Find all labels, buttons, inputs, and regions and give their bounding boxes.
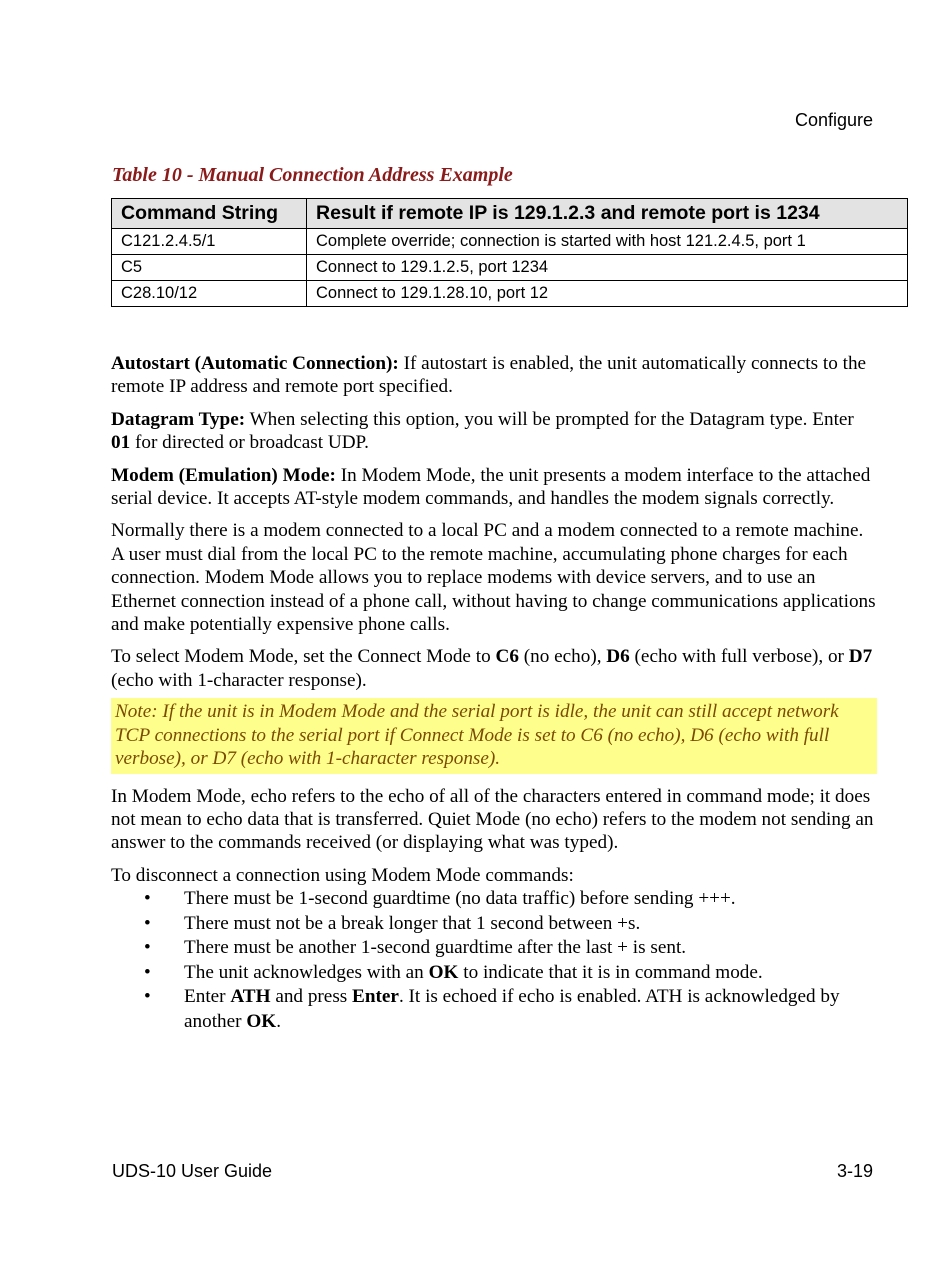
paragraph-text: To select Modem Mode, set the Connect Mode to: [111, 646, 496, 668]
table-cell: C5: [112, 255, 307, 281]
list-item-text: There must not be a break longer that 1 second between +s.: [184, 912, 641, 934]
table-caption: Table 10 - Manual Connection Address Example: [112, 164, 513, 186]
running-header: Configure: [794, 110, 873, 130]
table-header-cell: Result if remote IP is 129.1.2.3 and remote port is 1234: [307, 199, 908, 229]
term-autostart: Autostart (Automatic Connection):: [111, 353, 399, 374]
connection-address-table: [111, 198, 908, 307]
paragraph-text: When selecting this option, you will be prompted for the Datagram type. Enter: [245, 408, 854, 430]
table-header-row: [112, 199, 908, 229]
table-header-cell: Command String: [112, 199, 307, 229]
list-item: [111, 887, 877, 912]
code-c6: C6: [495, 646, 519, 668]
bullet-icon: •: [144, 937, 151, 959]
table-cell: Connect to 129.1.2.5, port 1234: [307, 255, 908, 281]
paragraph-select-modem-mode: [111, 645, 877, 692]
code-ok: OK: [246, 1010, 277, 1032]
list-item: [111, 936, 877, 961]
key-enter: Enter: [352, 986, 399, 1008]
paragraph-datagram-type: [111, 408, 877, 455]
paragraph-text: for directed or broadcast UDP.: [130, 432, 369, 454]
disconnect-steps-list: [111, 887, 877, 1034]
datagram-code: 01: [111, 432, 131, 454]
list-item-text: Enter: [184, 986, 231, 1008]
code-d6: D6: [606, 646, 630, 668]
bullet-icon: •: [144, 912, 151, 934]
list-item: [111, 961, 877, 986]
list-item: [111, 912, 877, 937]
body-text: [111, 352, 877, 1034]
footer-guide-title: UDS-10 User Guide: [112, 1161, 273, 1181]
list-item-text: .: [276, 1010, 281, 1032]
bullet-icon: •: [144, 986, 151, 1008]
table-row: [112, 229, 908, 255]
paragraph-text: (echo with 1-character response).: [111, 669, 367, 691]
list-item: [111, 985, 877, 1034]
list-item-text: There must be 1-second guardtime (no data traffic) before sending +++.: [184, 888, 736, 910]
paragraph-text: In Modem Mode, the unit presents a modem interface to the attached serial device. It accepts AT-style modem commands, and handles the modem signals correctly.: [111, 464, 871, 510]
term-modem-mode: Modem (Emulation) Mode:: [111, 464, 336, 486]
paragraph-text: If autostart is enabled, the unit automatically connects to the remote IP address and remote port specified.: [111, 353, 867, 398]
page-footer: [112, 1161, 873, 1182]
page-number: 3-19: [836, 1161, 873, 1181]
list-item-text: to indicate that it is in command mode.: [458, 961, 763, 983]
highlighted-note: Note: If the unit is in Modem Mode and the serial port is idle, the unit can still accept network TCP connections to the serial port if Connect Mode is set to C6 (no echo), D6 (echo with full verbose), or D7 (echo with 1-character response).: [111, 698, 877, 773]
paragraph-autostart: [111, 352, 877, 399]
table-cell: Complete override; connection is started with host 121.2.4.5, port 1: [307, 229, 908, 255]
table-row: [112, 281, 908, 307]
term-datagram-type: Datagram Type:: [111, 408, 246, 430]
list-item-text: The unit acknowledges with an: [184, 961, 429, 983]
table-row: [112, 255, 908, 281]
list-item-text: and press: [270, 986, 353, 1008]
bullet-icon: •: [144, 888, 151, 910]
list-item-text: . It is echoed if echo is enabled. ATH is acknowledged by another: [184, 986, 840, 1032]
table-cell: Connect to 129.1.28.10, port 12: [307, 281, 908, 307]
bullet-icon: •: [144, 961, 151, 983]
code-d7: D7: [848, 646, 873, 668]
paragraph-text: (no echo),: [518, 646, 607, 668]
table-cell: C28.10/12: [112, 281, 307, 307]
code-ath: ATH: [230, 986, 271, 1008]
paragraph-disconnect-intro: To disconnect a connection using Modem Mode commands:: [111, 864, 574, 886]
paragraph-echo: In Modem Mode, echo refers to the echo of all of the characters entered in command mode; it does not mean to echo data that is transferred. Quiet Mode (no echo) refers to the modem not sending an answer to the commands received (or displaying what was typed).: [111, 785, 874, 854]
table-cell: C121.2.4.5/1: [112, 229, 307, 255]
code-ok: OK: [428, 961, 459, 983]
list-item-text: There must be another 1-second guardtime after the last + is sent.: [184, 937, 687, 959]
paragraph-text: (echo with full verbose), or: [629, 646, 849, 668]
paragraph-modem-mode: [111, 464, 877, 511]
paragraph-normally: Normally there is a modem connected to a local PC and a modem connected to a remote machine. A user must dial from the local PC to the remote machine, accumulating phone charges for each connection. Modem Mode allows you to replace modems with device servers, and to use an Ethernet connection instead of a phone call, without having to change communications applications and make potentially expensive phone calls.: [111, 520, 876, 636]
